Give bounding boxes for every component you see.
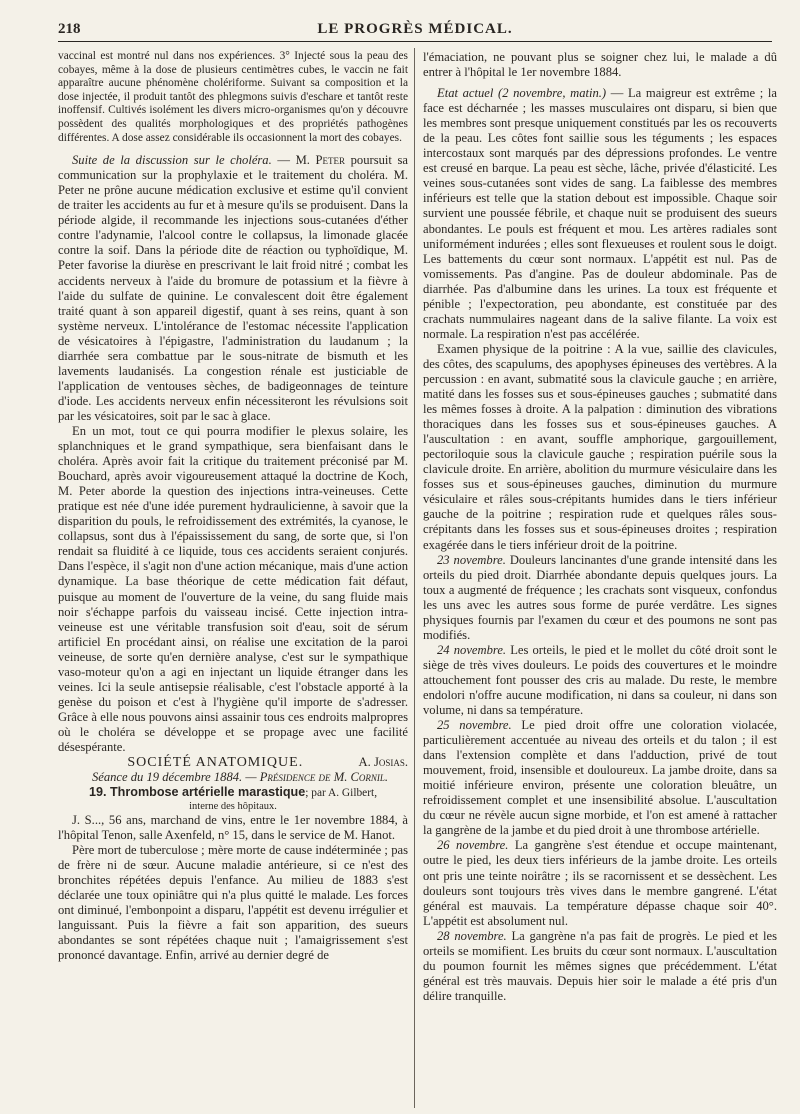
treatment-paragraph: En un mot, tout ce qui pourra modifier le plexus solaire, les splanchniques et le grand sympathique, sera bienfaisant dans le choléra. Après avoir fait la critique du traitement préconisé par M. Bouchard, après avoir vigoureusement attaqué la doctrine de Koch, M. Peter aborde la question des injections intra-veineuses. Cette pratique est née d'une idée purement hydraulicienne, à savoir que la disparition du pouls, le refroidissement des extrémités, la cyanose, le collapsus, sont dus à l'épaississement du sang, de sorte que, si l'on rendait sa fluidité à ce liquide, tous ces accidents seraient conjurés. Dans l'espèce, il s'agit non d'une action mécanique, mais d'une action dynamique. La base théorique de cette médication fait défaut, puisque au moment de l'ouverture de la veine, du sang fluide mais noir s'échappe parfois du vaisseau incisé. Cette injection intra-veineuse est une véritable transfusion soit d'eau, soit de sérum artificiel En procédant ainsi, on réalise une excitation de la paroi veineuse, de sorte qu'en dernière analyse, c'est sur le sympathique vaso-moteur qu'on a agi en injectant un liquide étranger dans les veines. Ici la seule antisepsie réalisable, c'est l'obstacle apporté à la genèse du poison et c'est à l'hygiène qu'il importe de s'adresser. Grâce à elle nous pouvons ainsi assainir tous ces endroits malpropres où le choléra se développe et se propage avec une facilité désespérante. — [58, 424, 408, 754]
page-header — [58, 16, 772, 42]
seance-presidence: Présidence de M. Cornil. — [259, 770, 389, 785]
date-nov-28: 28 novembre. — [437, 928, 507, 943]
current-state-paragraph — [423, 86, 777, 342]
admission-paragraph: l'émaciation, ne pouvant plus se soigner chez lui, le malade a dû entrer à l'hôpital le 1er novembre 1884. — [423, 50, 777, 80]
case-number-title: 19. Thrombose artérielle marastique — [88, 785, 306, 800]
cholera-discussion-paragraph: Suite de la discussion sur le choléra. — M. Peter poursuit sa communication sur la prophylaxie et le traitement du choléra. M. Peter ne prône aucune médication exclusive et estime qu'il convient de traiter les accidents au fur et à mesure qu'ils se produisent. Dans la période algide, il recommande les injections sous-cutanées d'éther contre l'adynamie, l'alcool contre le collapsus, la limonade glacée contre la soif. Dans la période dite de réaction ou typhoïdique, M. Peter favorise la diurèse en prescrivant le lait froid nitré ; combat les accidents nerveux à l'aide du bromure de potassium et la fièvre à l'aide du sulfate de quinine. Le convalescent doit être également traité quant à son appareil digestif, quant à ses reins, quant à son système nerveux. L'intolérance de l'estomac nécessite l'application de vésicatoires à l'épigastre, l'administration du laudanum ; la diarrhée sera combattue par le sous-nitrate de bismuth et les lavements laudanisés. La congestion rénale est justiciable de l'application de ventouses sèches, de badigeonnages de teinture d'iode. Les accidents nerveux enfin nécessiteront les révulsions soit par les vésicatoires, soit par le sac à glace. — [58, 153, 408, 423]
physical-exam-paragraph: Examen physique de la poitrine : A la vue, saillie des clavicules, des côtes, des scapulums, des apophyses épineuses des vertèbres. A la percussion : en avant, submatité sous la clavicule gauche ; en arrière, matité dans les fosses sus et sous-épineuses gauches ; submatité dans les mêmes fosses à droite. A la palpation : diminution des vibrations thoraciques dans les fosses sus et sous-épineuses gauches. A l'auscultation : en avant, souffle amphorique, gargouillement, pectoriloquie sous la clavicule gauche ; respiration puérile sous la clavicule droite. En arrière, abolition du murmure vésiculaire dans les fosses sus et sous-épineuses gauches, diminution du murmure vésiculaire et râles sous-crépitants humides dans le tiers inférieur gauche de la poitrine ; respiration rude et quelques râles sous-crépitants dans les fosses sus et sous-épineuses droites ; respiration exagérée dans le tiers inférieur droit de la poitrine. — [423, 341, 777, 552]
discussion-text: poursuit sa communication sur la prophylaxie et le traitement du choléra. M. Peter ne prône aucune médication exclusive et estime qu'il convient de traiter les accidents au fur et à mesure qu'ils se produisent. Dans la période algide, il recommande les injections sous-cutanées d'éther contre l'adynamie, l'alcool contre le collapsus, la limonade glacée contre la soif. Dans la période dite de réaction ou typhoïdique, M. Peter favorise la diurèse en prescrivant le lait froid nitré ; combat les accidents nerveux à l'aide du bromure de potassium et la fièvre à l'aide du sulfate de quinine. Le convalescent doit être également traité quant à son appareil digestif, quant à ses reins, quant à son système nerveux. L'intolérance de l'estomac nécessite l'application de vésicatoires à l'épigastre, l'administration du laudanum ; la diarrhée sera combattue par le sous-nitrate de bismuth et les lavements laudanisés. La congestion rénale est justiciable de l'application de ventouses sèches, de badigeonnages de teinture d'iode. Les accidents nerveux enfin nécessiteront les révulsions soit par les vésicatoires, soit par le sac à glace. — [58, 153, 408, 423]
date-nov-25: 25 novembre. — [437, 718, 512, 733]
right-column — [423, 50, 777, 1105]
patient-history-paragraph: Père mort de tuberculose ; mère morte de cause indéterminée ; pas de frère ni de sœur. Aucune maladie antérieure, si ce n'est des bronchites répétées depuis l'enfance. Au milieu de 1883 s'est déclarée une toux opiniâtre qui n'a plus quitté le malade. Les forces ont diminué, l'embonpoint a disparu, l'appétit est devenu irrégulier et languissant. Puis la fièvre a fait son apparition, des sueurs abondantes se sont répétées chaque nuit ; l'amaigrissement s'est prononcé davantage. Enfin, arrivé au dernier degré de — [58, 842, 408, 963]
seance-date: Séance du 19 décembre 1884. — [91, 770, 243, 785]
entry-nov-24: 24 novembre. Les orteils, le pied et le mollet du côté droit sont le siège de très vives douleurs. Le poids des couvertures et le moindre attouchement font pousser des cris au malade. Du reste, le membre endolori n'offre aucune modification, ni dans sa couleur, ni dans son volume, ni dans sa température. — [423, 642, 777, 718]
date-nov-24: 24 novembre. — [437, 642, 507, 657]
running-title: LE PROGRÈS MÉDICAL. — [317, 21, 513, 37]
section-title: SOCIÉTÉ ANATOMIQUE. — [127, 755, 304, 771]
seance-line: Séance du 19 décembre 1884. — Présidence de M. Cornil. — [91, 770, 389, 785]
vaccine-paragraph: vaccinal est montré nul dans nos expériences. 3° Injecté sous la peau des cobayes, même à la dose de plusieurs centimètres cubes, le vaccin ne fait apparaître aucune phénomène cholériforme. Suivant sa composition et la dose injectée, il produit tantôt des phlegmons suivis d'eschare et tantôt reste inoffensif. Cultivés isolément les divers micro-organismes qu'on y découvre possèdent des qualités morphologiques et des propriétés pathogènes différentes. A dose assez considérable ils occasionnent la mort des cobayes. — [58, 50, 408, 144]
discussion-author: Peter — [315, 153, 346, 168]
current-state-text: — La maigreur est extrême ; la face est décharnée ; les masses musculaires ont disparu, si bien que les membres sont presque uniquement constitués par les os recouverts de la peau. Les côtes font saillie sous les téguments ; les espaces intercostaux sont marqués par des dépressions profondes. Le ventre est creusé en barque. La peau est sèche, lâche, privée d'élasticité. Les veines sous-cutanées sont vides de sang. La faiblesse des membres inférieurs est telle que la station debout est impossible. Chaque soir survient une poussée fébrile, et chaque nuit se produisent des sueurs abondantes. Le pouls est fréquent et mou. Les artères radiales sont uniformément indurées ; elles sont flexueuses et roulent sous le doigt. Les battements du cœur sont normaux. L'appétit est nul. Pas de vomissements. Pas d'angine. Pas de douleur abdominale. Pas de diarrhée. Pas d'albumine dans les urines. La toux est fréquente et pénible ; l'expectoration, peu abondante, est constituée par des crachats nummulaires nageant dans de la salive filante. La voix est normale. La respiration n'est pas accélérée. — [423, 86, 777, 341]
entry-nov-28: 28 novembre. La gangrène n'a pas fait de progrès. Le pied et les orteils se momifient. Les bruits du cœur sont normaux. L'auscultation du poumon fournit les mêmes signes que précédemment. L'état général est très mauvais. Depuis hier soir le malade a été pris d'un délire tranquille. — [423, 928, 777, 1003]
date-nov-23: 23 novembre. — [437, 552, 506, 567]
case-title — [58, 785, 408, 813]
entry-nov-23: 23 novembre. Douleurs lancinantes d'une grande intensité dans les orteils du pied droit. Diarrhée abondante depuis quelques jours. La toux a augmenté de fréquence ; les crachats sont visqueux, confondus les uns avec les autres sous forme de purée verdâtre. Les signes physiques fournis par l'examen du cœur et des poumons ne sont pas modifiés. — [423, 552, 777, 642]
case-author: ; par A. Gilbert, — [305, 787, 378, 800]
current-state-heading: Etat actuel (2 novembre, matin.) — [437, 86, 607, 101]
page-number: 218 — [58, 21, 81, 37]
date-nov-26: 26 novembre. — [437, 838, 509, 853]
patient-intro-paragraph: J. S..., 56 ans, marchand de vins, entre le 1er novembre 1884, à l'hôpital Tenon, salle Axenfeld, n° 15, dans le service de M. Hanot. — [58, 812, 408, 842]
left-column: vaccinal est montré nul dans nos expériences. 3° Injecté sous la peau des cobayes, même à la dose de plusieurs centimètres cubes, le vaccin ne fait apparaître aucune phénomène cholériforme. Suivant sa composition et la dose injectée, il produit tantôt des phlegmons suivis d'eschare et tantôt reste inoffensif. Cultivés isolément les divers micro-organismes qu'on y découvre possèdent des qualités morphologiques et des propriétés pathogènes différentes. A dose assez considérable ils occasionnent la mort des cobayes. Suite de la discussion sur le choléra. — M. Peter poursuit sa communication sur la prophylaxie et le traitement du choléra. M. Peter ne prône aucune médication exclusive et estime qu'il convient de traiter les accidents au fur et à mesure qu'ils se produisent. Dans la période algide, il recommande les injections sous-cutanées d'éther contre l'adynamie, l'alcool contre le collapsus, la limonade glacée contre la soif. Dans la période dite de réaction ou typhoïdique, M. Peter favorise la diurèse en prescrivant le lait froid nitré ; combat les accidents nerveux à l'aide du bromure de potassium et la fièvre à l'aide du sulfate de quinine. Le convalescent doit être également traité quant à son appareil digestif, quant à ses reins, quant à son système nerveux. L'intolérance de l'estomac nécessite l'application de vésicatoires à l'épigastre, l'administration du laudanum ; la diarrhée sera combattue par le sous-nitrate de bismuth et les lavements laudanisés. La congestion rénale est justiciable de l'application de ventouses sèches, de badigeonnages de teinture d'iode. Les accidents nerveux enfin nécessiteront les révulsions soit par les vésicatoires, soit par le sac à glace. En un mot, tout ce qui pourra modifier le plexus solaire, les splanchniques et le grand sympathique, sera bienfaisant dans le choléra. Après avoir fait la critique du traitement préconisé par M. Bouchard, après avoir vigoureusement attaqué la doctrine de Koch, M. Peter aborde la question des injections intra-veineuses. Cette pratique est née d'une idée purement hydraulicienne, à savoir que la disparition du pouls, le refroidissement des extrémités, la cyanose, le collapsus, sont dus à l'épaississement du sang, de sorte que, si l'on rendait sa fluidité à ce liquide, tous ces accidents seraient conjurés. Dans l'espèce, il s'agit non d'une action mécanique, mais d'une action dynamique. La base théorique de cette médication fait défaut, puisque au moment de l'ouverture de la veine, du sang fluide mais noir s'échappe parfois du vaisseau incisé. Cette injection intra-veineuse est une véritable transfusion soit d'eau, soit de sérum artificiel En procédant ainsi, on réalise une excitation de la paroi veineuse, de sorte qu'en dernière analyse, c'est sur le sympathique vaso-moteur qu'on a agi en injectant un liquide étranger dans les veines. Ici la seule antisepsie réalisable, c'est l'obstacle apporté à la genèse du poison et c'est à l'hygiène qu'il importe de s'adresser. Grâce à elle nous pouvons ainsi assainir tous ces endroits malpropres où le choléra se développe et se propage avec une facilité désespérante. A. Josias. SOCIÉTÉ ANATOMIQUE. Séance du 19 décembre 1884. — Présidence de M. Cornil. 19. Thrombose artérielle marastique; par A. Gilbert, interne des hôpitaux. J. S..., 56 ans, marchand de vins, entre le 1er novembre 1884, à l'hôpital Tenon, salle Axenfeld, n° 15, dans le service de M. Hanot. Père mort de tuberculose ; mère morte de cause indéterminée ; pas de frère ni de sœur. Aucune maladie antérieure, si ce n'est des bronchites répétées depuis l'enfance. Au milieu de 1883 s'est déclarée une toux opiniâtre qui n'a plus quitté le malade. Les forces ont diminué, l'embonpoint a disparu, l'appétit est devenu irrégulier et languissant. Puis la fièvre a fait son apparition, des sueurs abondantes se sont répétées chaque nuit ; l'amaigrissement s'est prononcé davantage. Enfin, arrivé au dernier degré de — [58, 50, 408, 963]
entry-nov-26: 26 novembre. La gangrène s'est étendue et occupe maintenant, outre le pied, les deux tiers inférieurs de la jambe droite. Les orteils ont pris une teinte noirâtre ; ils se racornissent et se dessèchent. Les douleurs sont toujours très vives dans le membre gangrené. L'état général est mauvais. La température dépasse chaque soir 40°. L'appétit est absolument nul. — [423, 838, 777, 928]
entry-nov-25: 25 novembre. Le pied droit offre une coloration violacée, particulièrement accentuée au niveau des orteils et du talon ; il est dans l'extension complète et dans l'adduction, privé de tout mouvement, froid, insensible et douloureux. La jambe droite, dans sa moitié inférieure environ, présente une coloration bleuâtre, un refroidissement complet et une insensibilité absolue. L'auscultation du cœur ne révèle aucun signe morbide, et l'on est amené à rattacher la gangrène de la jambe et du pied droit à une thrombose artérielle. — [423, 718, 777, 838]
discussion-heading: Suite de la discussion sur le choléra. — [72, 153, 272, 168]
column-divider — [414, 48, 415, 1108]
case-author-title: interne des hôpitaux. — [189, 800, 277, 812]
